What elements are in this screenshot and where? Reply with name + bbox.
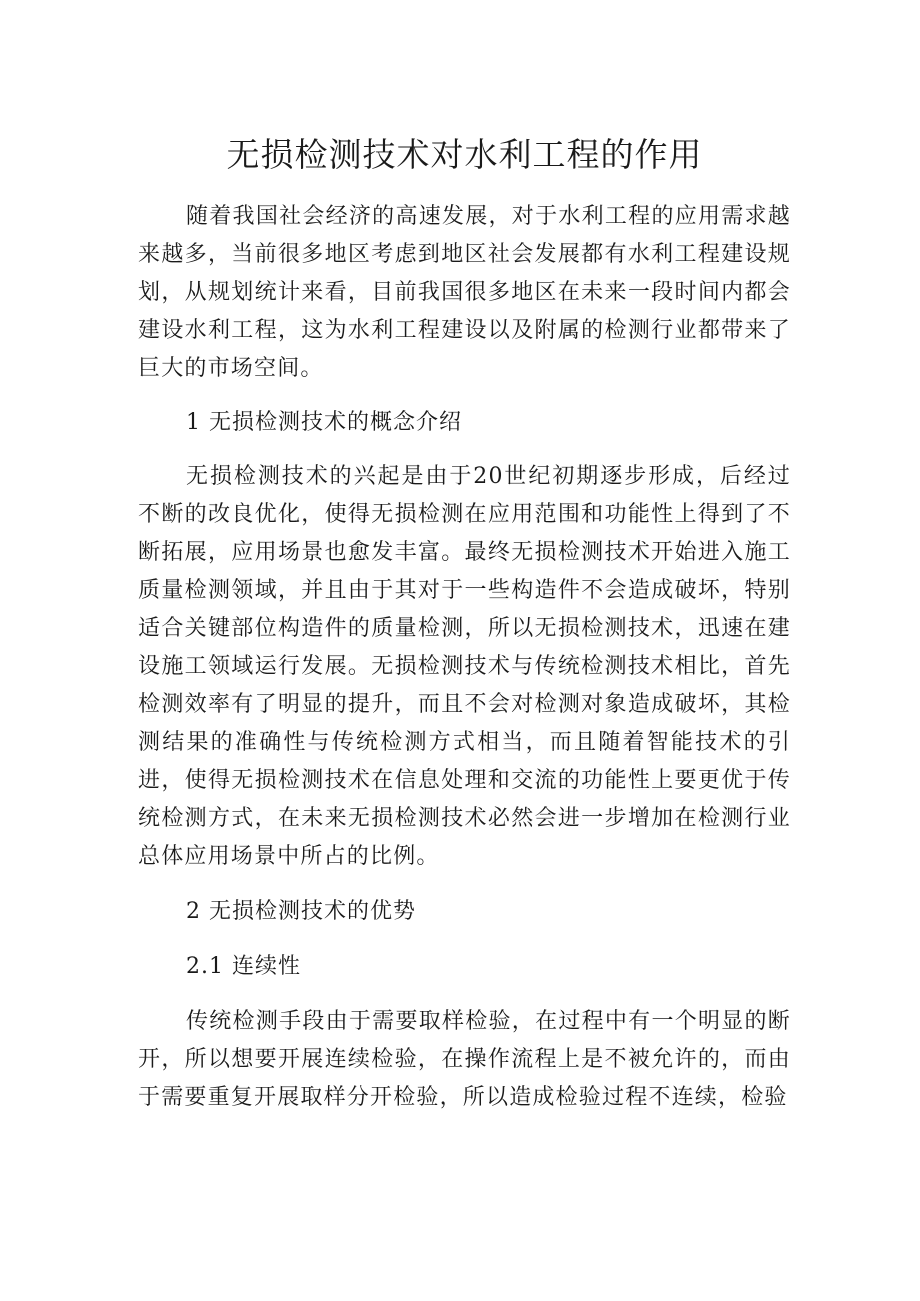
subsection-2-1-paragraph: 传统检测手段由于需要取样检验，在过程中有一个明显的断开，所以想要开展连续检验，在操作流程上是不被允许的，而由于需要重复开展取样分开检验，所以造成检验过程不连续，检验 [138, 1009, 791, 1110]
section-heading-1: 1 无损检测技术的概念介绍 [186, 410, 462, 435]
document-page [138, 0, 791, 1117]
subsection-heading-2-1: 2.1 连续性 [186, 954, 301, 979]
document-title: 无损检测技术对水利工程的作用 [226, 135, 703, 174]
intro-paragraph: 随着我国社会经济的高速发展，对于水利工程的应用需求越来越多，当前很多地区考虑到地区社会发展都有水利工程建设规划，从规划统计来看，目前我国很多地区在未来一段时间内都会建设水利工程，这为水利工程建设以及附属的检测行业都带来了巨大的市场空间。 [138, 204, 791, 381]
section-1-paragraph: 无损检测技术的兴起是由于20世纪初期逐步形成，后经过不断的改良优化，使得无损检测在应用范围和功能性上得到了不断拓展，应用场景也愈发丰富。最终无损检测技术开始进入施工质量检测领域，并且由于其对于一些构造件不会造成破坏，特别适合关键部位构造件的质量检测，所以无损检测技术，迅速在建设施工领域运行发展。无损检测技术与传统检测技术相比，首先检测效率有了明显的提升，而且不会对检测对象造成破坏，其检测结果的准确性与传统检测方式相当，而且随着智能技术的引进，使得无损检测技术在信息处理和交流的功能性上要更优于传统检测方式，在未来无损检测技术必然会进一步增加在检测行业总体应用场景中所占的比例。 [138, 464, 791, 869]
section-heading-2: 2 无损检测技术的优势 [186, 899, 416, 924]
